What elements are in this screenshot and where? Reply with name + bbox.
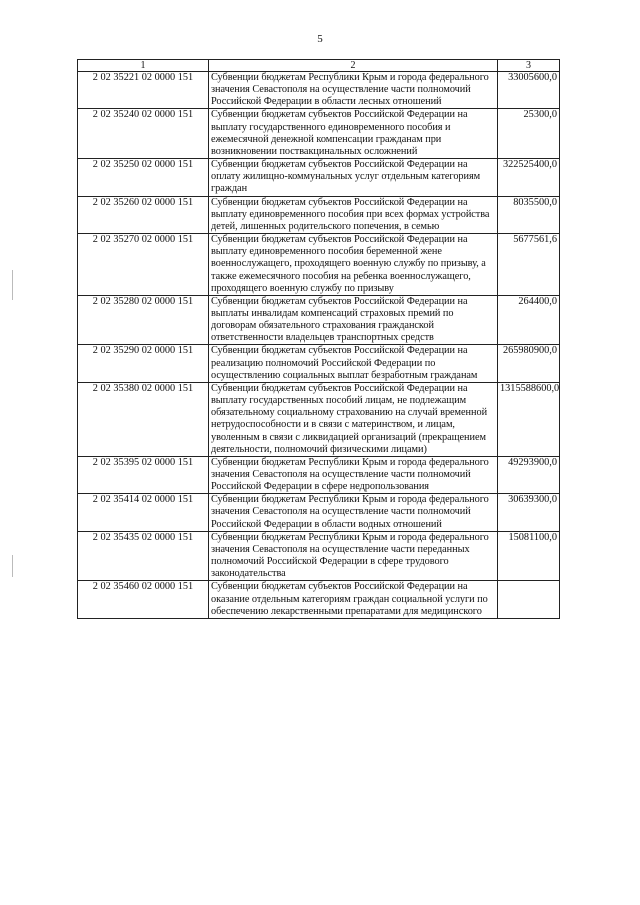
row-amount: 15081100,0	[498, 531, 560, 581]
row-description: Субвенции бюджетам субъектов Российской Федерации на реализацию полномочий Российской Федерации по осуществлению социальных выплат безработным гражданам	[209, 345, 498, 382]
budget-code: 2 02 35380 02 0000 151	[78, 382, 209, 456]
row-amount	[498, 581, 560, 618]
budget-code: 2 02 35414 02 0000 151	[78, 494, 209, 531]
row-description: Субвенции бюджетам Республики Крым и города федерального значения Севастополя на осуществление части переданных полномочий Российской Федерации в сфере трудового законодательства	[209, 531, 498, 581]
table-row	[78, 581, 560, 618]
budget-code: 2 02 35250 02 0000 151	[78, 159, 209, 196]
row-description: Субвенции бюджетам Республики Крым и города федерального значения Севастополя на осуществление части полномочий Российской Федерации в области водных отношений	[209, 494, 498, 531]
table-row	[78, 295, 560, 345]
row-amount: 322525400,0	[498, 159, 560, 196]
table-row	[78, 531, 560, 581]
budget-code: 2 02 35260 02 0000 151	[78, 196, 209, 233]
row-amount: 33005600,0	[498, 72, 560, 109]
table-header-row	[78, 60, 560, 72]
scan-margin-mark	[12, 270, 13, 300]
subventions-table	[77, 59, 560, 619]
table-row	[78, 72, 560, 109]
row-amount: 265980900,0	[498, 345, 560, 382]
row-description: Субвенции бюджетам субъектов Российской Федерации на выплату единовременного пособия беременной жене военнослужащего, проходящего военную службу по призыву, а также ежемесячного пособия на ребенка военнослужащего, проходящего военную службу по призыву	[209, 234, 498, 296]
table-row	[78, 456, 560, 493]
budget-code: 2 02 35221 02 0000 151	[78, 72, 209, 109]
column-header-amount: 3	[498, 60, 560, 72]
row-amount: 8035500,0	[498, 196, 560, 233]
row-description: Субвенции бюджетам субъектов Российской Федерации на выплату единовременного пособия при всех формах устройства детей, лишенных родительского попечения, в семью	[209, 196, 498, 233]
row-description: Субвенции бюджетам субъектов Российской Федерации на оказание отдельным категориям граждан социальной услуги по обеспечению лекарственными препаратами для медицинского	[209, 581, 498, 618]
budget-code: 2 02 35395 02 0000 151	[78, 456, 209, 493]
row-amount: 5677561,6	[498, 234, 560, 296]
page-number: 5	[317, 33, 323, 45]
row-description: Субвенции бюджетам субъектов Российской Федерации на выплату государственного единовременного пособия и ежемесячной денежной компенсации гражданам при возникновении поствакцинальных осложнений	[209, 109, 498, 159]
table-row	[78, 196, 560, 233]
row-description: Субвенции бюджетам Республики Крым и города федерального значения Севастополя на осуществление части полномочий Российской Федерации в области лесных отношений	[209, 72, 498, 109]
row-amount: 30639300,0	[498, 494, 560, 531]
column-header-description: 2	[209, 60, 498, 72]
row-description: Субвенции бюджетам Республики Крым и города федерального значения Севастополя на осуществление части полномочий Российской Федерации в сфере недропользования	[209, 456, 498, 493]
budget-code: 2 02 35280 02 0000 151	[78, 295, 209, 345]
budget-code: 2 02 35240 02 0000 151	[78, 109, 209, 159]
column-header-code: 1	[78, 60, 209, 72]
budget-code: 2 02 35270 02 0000 151	[78, 234, 209, 296]
table-row	[78, 109, 560, 159]
row-amount: 264400,0	[498, 295, 560, 345]
table-row	[78, 382, 560, 456]
row-amount: 25300,0	[498, 109, 560, 159]
table-row	[78, 159, 560, 196]
table-row	[78, 234, 560, 296]
row-amount: 1315588600,0	[498, 382, 560, 456]
row-description: Субвенции бюджетам субъектов Российской Федерации на выплату государственных пособий лицам, не подлежащим обязательному социальному страхованию на случай временной нетрудоспособности и в связи с материнством, и лицам, уволенным в связи с ликвидацией организаций (прекращением деятельности, полномочий физическими лицами)	[209, 382, 498, 456]
row-amount: 49293900,0	[498, 456, 560, 493]
scan-margin-mark	[12, 555, 13, 577]
budget-code: 2 02 35435 02 0000 151	[78, 531, 209, 581]
row-description: Субвенции бюджетам субъектов Российской Федерации на выплаты инвалидам компенсаций страховых премий по договорам обязательного страхования гражданской ответственности владельцев транспортных средств	[209, 295, 498, 345]
table-row	[78, 345, 560, 382]
budget-code: 2 02 35460 02 0000 151	[78, 581, 209, 618]
budget-code: 2 02 35290 02 0000 151	[78, 345, 209, 382]
table-row	[78, 494, 560, 531]
row-description: Субвенции бюджетам субъектов Российской Федерации на оплату жилищно-коммунальных услуг отдельным категориям граждан	[209, 159, 498, 196]
